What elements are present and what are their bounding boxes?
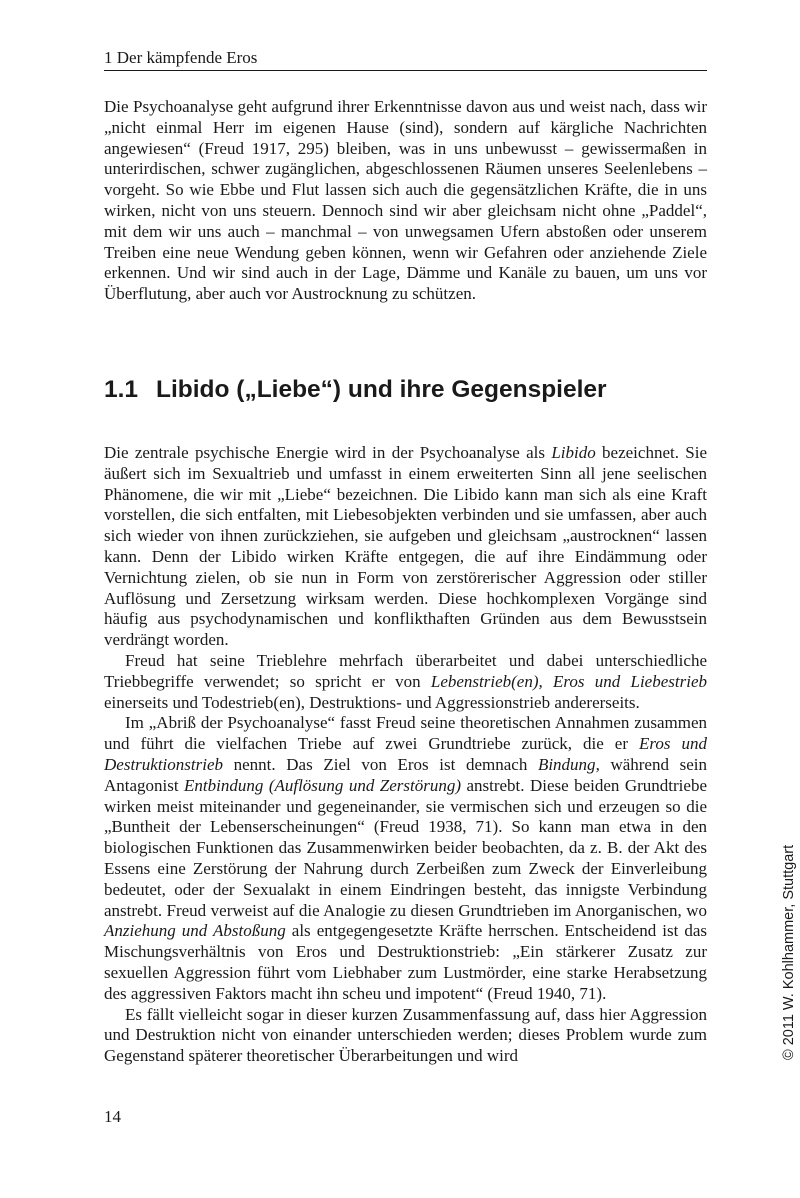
p1-text-a: Die zentrale psychische Energie wird in der Psychoanalyse als [104,443,552,462]
p3-italic-entbindung: Entbindung (Auflösung und Zerstörung) [184,775,462,795]
p3-text-d: anstrebt. Diese beiden Grundtriebe wirken meist miteinander und gegeneinander, sie vermischen sich und erzeugen so die „Buntheit der Lebenserscheinungen“ (Freud 1938, 71). So kann man etwa in den biologischen Funktionen das Zusammenwirken beider beobachten, da z. B. der Akt des Essens eine Zerstörung der Nahrung durch Zerbeißen zum Zweck der Einverleibung bedeutet, oder der Sexualakt in einem Eindringen besteht, das innigste Verbindung anstrebt. Freud verweist auf die Analogie zu diesen Grundtrieben im Anorganischen, wo [104,775,707,920]
p3-text-b: nennt. Das Ziel von Eros ist demnach [223,754,538,774]
copyright-notice: © 2011 W. Kohlhammer, Stuttgart [781,844,797,1060]
p2-text-b: einerseits und Todestrieb(en), Destruktions- und Aggressionstrieb andererseits. [104,692,640,712]
intro-paragraph: Die Psychoanalyse geht aufgrund ihrer Erkenntnisse davon aus und weist nach, dass wir „nicht einmal Herr im eigenen Hause (sind), sondern auf kärgliche Nachrichten angewiesen“ (Freud 1917, 295) bleiben, was in uns unbewusst – gewissermaßen in unterirdischen, schwer zugänglichen, abgeschlossenen Räumen unseres Seelenlebens – vorgeht. So wie Ebbe und Flut lassen sich auch die gegensätzlichen Kräfte, die in uns wirken, nicht von uns steuern. Dennoch sind wir aber gleichsam nicht ohne „Paddel“, mit dem wir uns auch – manchmal – von unwegsamen Ufern abstoßen oder unserem Treiben eine neue Wendung geben können, wenn wir Gefahren oder anziehende Ziele erkennen. Und wir sind auch in der Lage, Dämme und Kanäle zu bauen, um uns vor Überflutung, aber auch vor Austrocknung zu schützen. [104,97,707,304]
p2-italic-terms: Lebenstrieb(en), Eros und Liebestrieb [430,671,707,691]
paragraph-2 [104,651,707,713]
section-number: 1.1 [104,376,139,403]
p3-text-a: Im „Abriß der Psychoanalyse“ fasst Freud seine theoretischen Annahmen zusammen und führt die vielfachen Triebe auf zwei Grundtriebe zurück, die er [104,713,707,754]
page-number: 14 [104,1107,121,1126]
section-title: Libido („Liebe“) und ihre Gegenspieler [156,376,607,403]
running-head-text: 1 Der kämpfende Eros [104,48,258,67]
p1-text-b: bezeichnet. Sie äußert sich im Sexualtrieb und umfasst in einem erweiterten Sinn all jene seelischen Phänomene, die wir mit „Liebe“ bezeichnen. Die Libido kann man sich als eine Kraft vorstellen, die sich entfalten, mit Liebesobjekten verbinden und sie umfassen, aber auch sich wieder von ihnen zurückziehen, sie aufgeben und gleichsam „austrocknen“ lassen kann. Denn der Libido wirken Kräfte entgegen, die auf ihre Eindämmung oder Vernichtung zielen, ob sie nun in Form von zerstörerischer Aggression oder stiller Auflösung und Zersetzung wirksam werden. Diese hochkomplexen Vorgänge sind häufig aus psychodynamischen und konflikthaften Gründen aus dem Bewusstsein verdrängt worden. [104,443,707,650]
section-heading [104,375,707,405]
p3-text-e: als entgegengesetzte Kräfte herrschen. Entscheidend ist das Mischungsverhältnis von Eros und Destruktionstrieb: „Ein stärkerer Zusatz zur sexuellen Aggression führt vom Liebhaber zum Lustmörder, eine starke Herabsetzung des aggressiven Faktors macht ihn scheu und impotent“ (Freud 1940, 71). [104,921,707,1003]
p3-italic-bindung: Bindung [537,754,596,774]
running-head [104,46,707,71]
p3-text-c: , während sein Antagonist [104,754,707,795]
paragraph-4: Es fällt vielleicht sogar in dieser kurzen Zusammenfassung auf, dass hier Aggression und Destruktion nicht von einander unterschieden werden; dieses Problem wurde zum Gegenstand späterer theoretischer Überarbeitungen und wird [104,1004,707,1066]
p3-italic-anziehung: Anziehung und Abstoßung [104,921,286,941]
intro-text [104,97,707,305]
p2-text-a: Freud hat seine Trieblehre mehrfach überarbeitet und dabei unterschiedliche Triebbegriffe verwendet; so spricht er von [104,650,707,691]
p3-italic-eros: Eros und Destruktionstrieb [104,734,707,774]
paragraph-3 [104,713,707,1004]
section-body [104,443,707,1067]
p1-italic-libido: Libido [551,443,596,462]
paragraph-1 [104,443,707,651]
